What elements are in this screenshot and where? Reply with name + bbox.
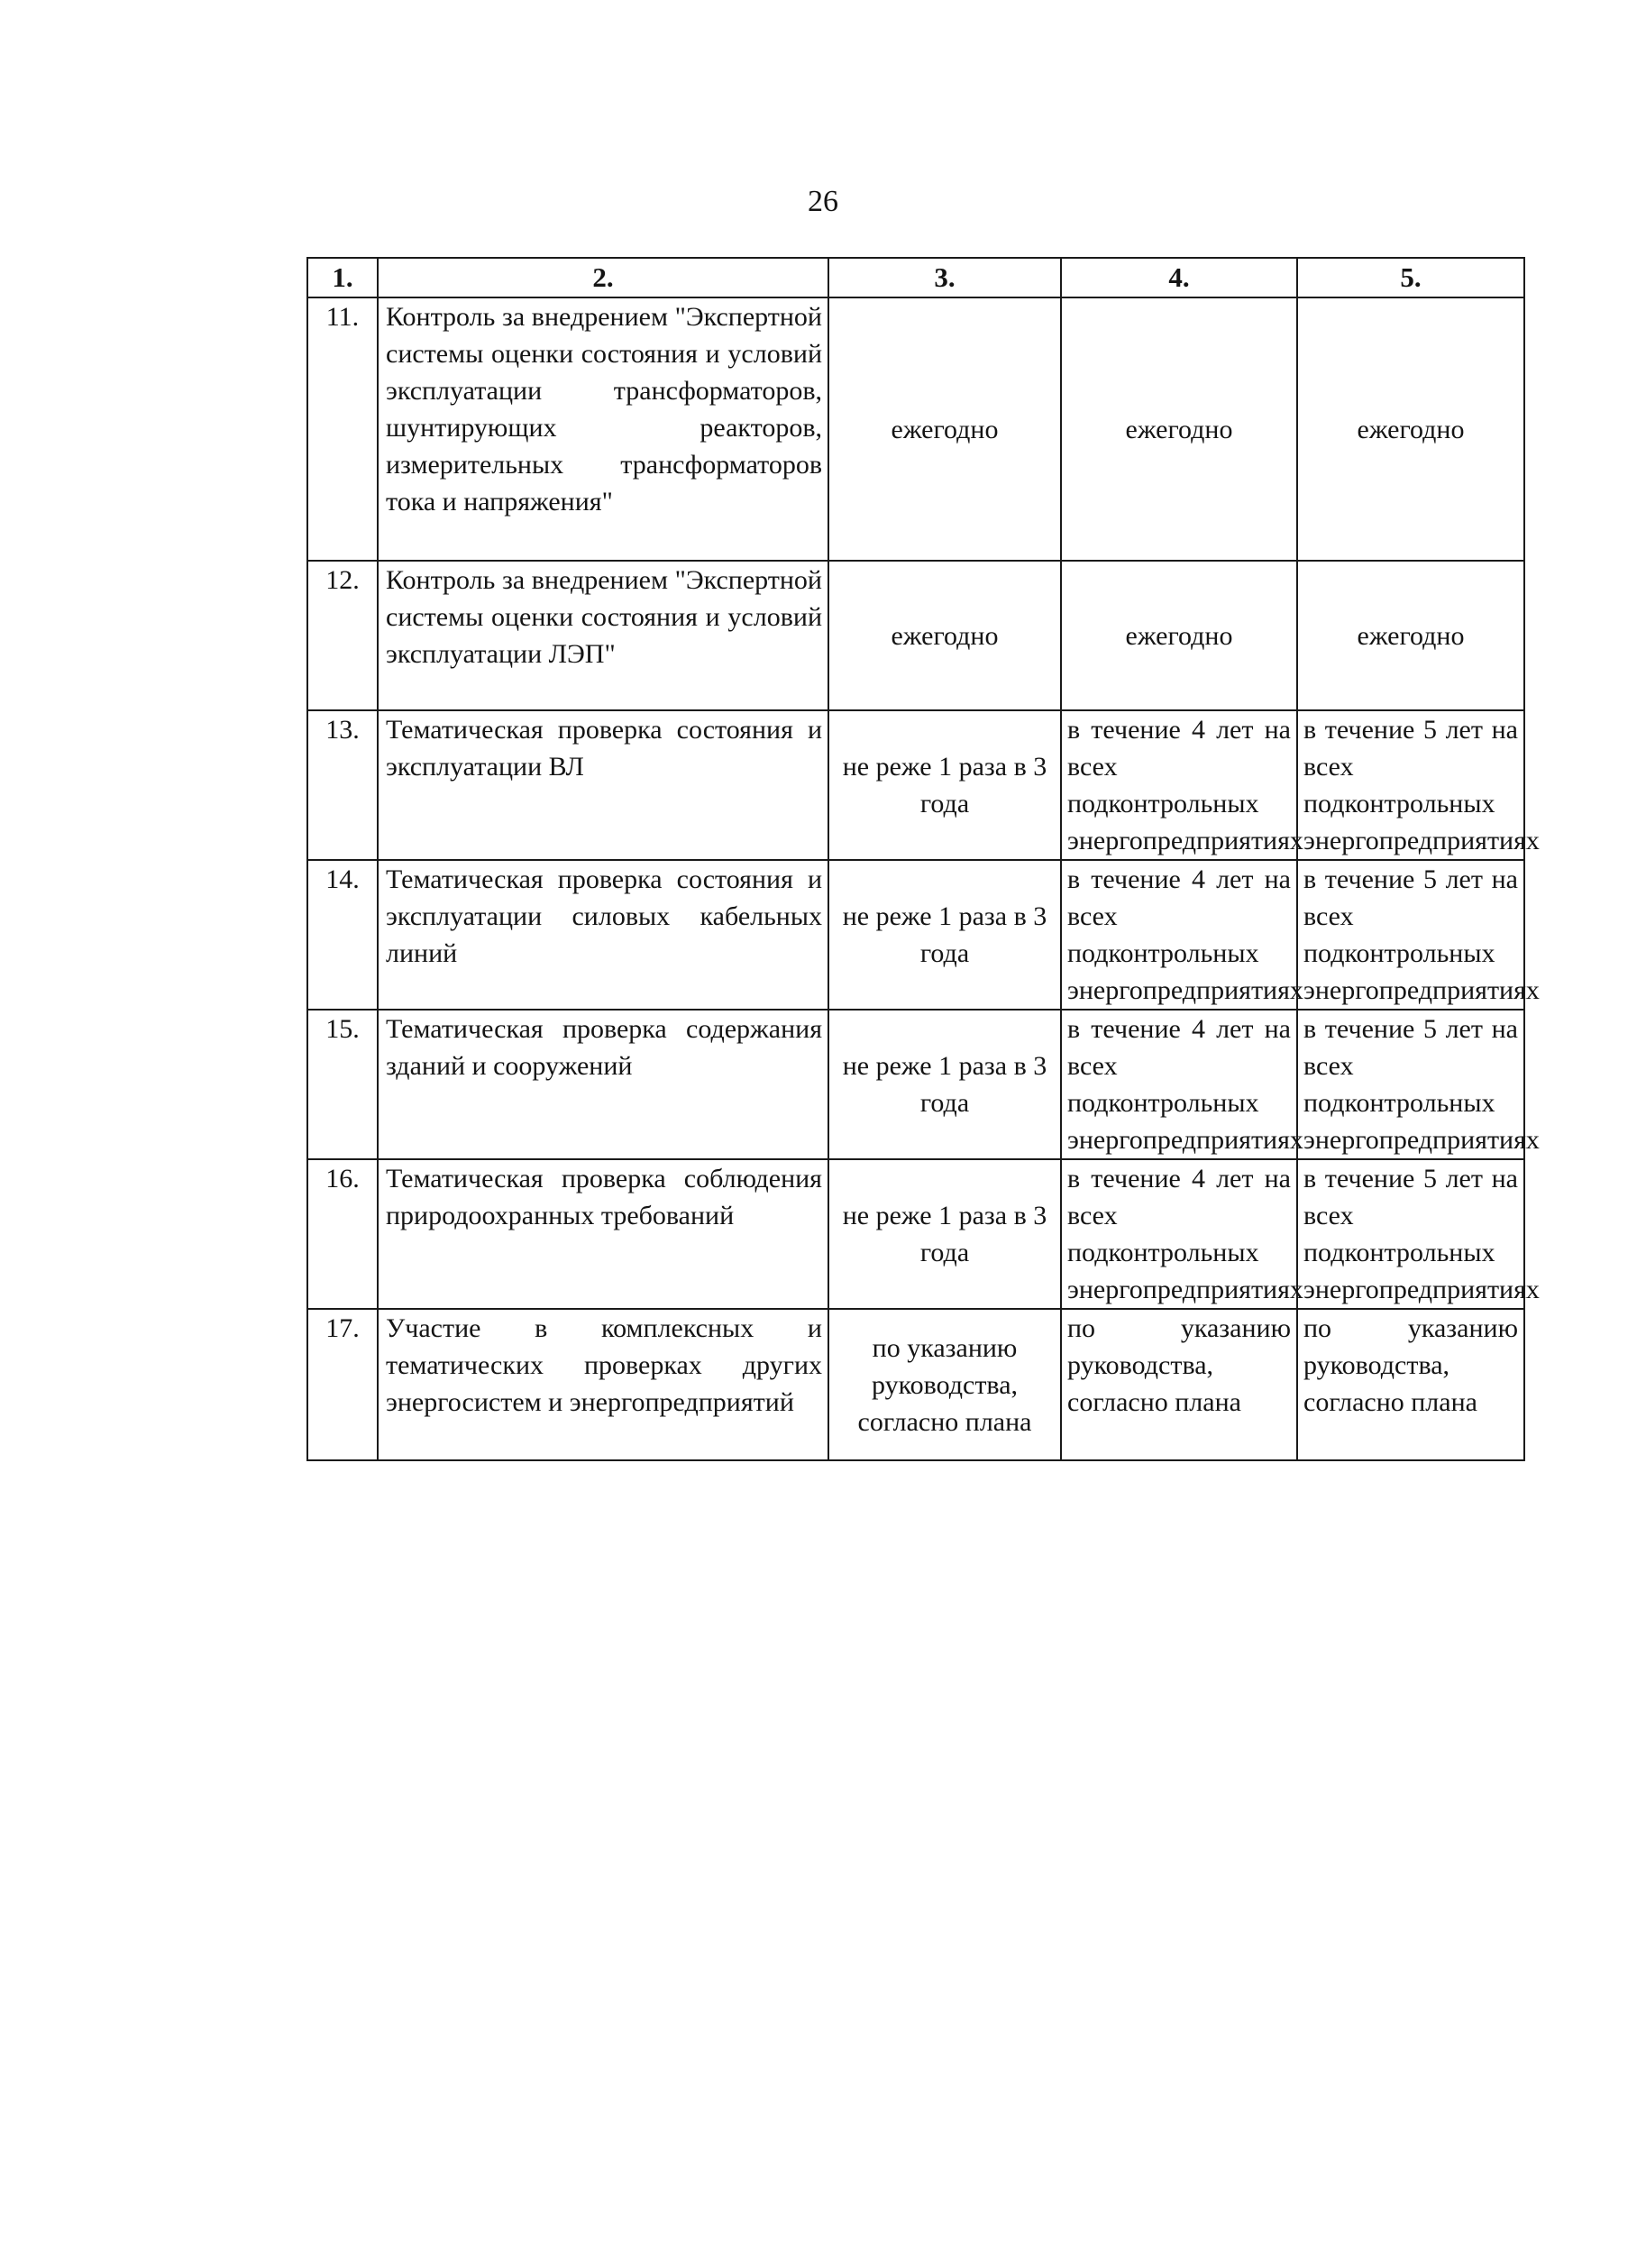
table-row <box>307 297 1524 561</box>
header-row <box>307 258 1524 297</box>
row-number: 16. <box>307 1159 378 1309</box>
row-periodicity: ежегодно <box>828 561 1061 710</box>
row-col-4: в течение 4 лет на всех подконтрольных энергопредприятиях <box>1061 1010 1297 1159</box>
row-description: Контроль за внедрением "Экспертной системы оценки состояния и условий эксплуатации ЛЭП" <box>378 561 828 710</box>
row-number: 14. <box>307 860 378 1010</box>
table-row <box>307 710 1524 860</box>
row-number: 17. <box>307 1309 378 1460</box>
table-row <box>307 860 1524 1010</box>
table-row <box>307 1309 1524 1460</box>
schedule-table <box>306 257 1540 1461</box>
page-number: 26 <box>808 185 838 218</box>
row-number: 15. <box>307 1010 378 1159</box>
header-col-3: 3. <box>828 258 1061 297</box>
header-col-1: 1. <box>307 258 378 297</box>
header-col-2: 2. <box>378 258 828 297</box>
row-col-4: по указанию руководства, согласно плана <box>1061 1309 1297 1460</box>
row-col-4: ежегодно <box>1061 561 1297 710</box>
row-periodicity: не реже 1 раза в 3 года <box>828 1159 1061 1309</box>
row-number: 13. <box>307 710 378 860</box>
table-row <box>307 1010 1524 1159</box>
row-col-5: в течение 5 лет на всех подконтрольных энергопредприятиях <box>1297 860 1524 1010</box>
row-description: Участие в комплексных и тематических проверках других энергосистем и энергопредприятий <box>378 1309 828 1460</box>
row-description: Тематическая проверка соблюдения природоохранных требований <box>378 1159 828 1309</box>
row-col-4: в течение 4 лет на всех подконтрольных энергопредприятиях <box>1061 1159 1297 1309</box>
row-number: 11. <box>307 297 378 561</box>
row-col-4: в течение 4 лет на всех подконтрольных энергопредприятиях <box>1061 860 1297 1010</box>
row-col-5: в течение 5 лет на всех подконтрольных энергопредприятиях <box>1297 710 1524 860</box>
row-col-5: в течение 5 лет на всех подконтрольных энергопредприятиях <box>1297 1010 1524 1159</box>
row-periodicity: не реже 1 раза в 3 года <box>828 1010 1061 1159</box>
row-number: 12. <box>307 561 378 710</box>
table-row <box>307 561 1524 710</box>
header-col-5: 5. <box>1297 258 1524 297</box>
table-row <box>307 1159 1524 1309</box>
row-col-5: по указанию руководства, согласно плана <box>1297 1309 1524 1460</box>
row-periodicity: ежегодно <box>828 297 1061 561</box>
row-col-5: в течение 5 лет на всех подконтрольных энергопредприятиях <box>1297 1159 1524 1309</box>
row-description: Тематическая проверка содержания зданий и сооружений <box>378 1010 828 1159</box>
row-col-5: ежегодно <box>1297 561 1524 710</box>
row-col-4: ежегодно <box>1061 297 1297 561</box>
schedule-table-container <box>306 257 1540 1461</box>
row-col-4: в течение 4 лет на всех подконтрольных энергопредприятиях <box>1061 710 1297 860</box>
row-description: Тематическая проверка состояния и эксплуатации ВЛ <box>378 710 828 860</box>
row-periodicity: по указанию руководства, согласно плана <box>828 1309 1061 1460</box>
row-periodicity: не реже 1 раза в 3 года <box>828 860 1061 1010</box>
header-col-4: 4. <box>1061 258 1297 297</box>
row-col-5: ежегодно <box>1297 297 1524 561</box>
row-description: Тематическая проверка состояния и эксплуатации силовых кабельных линий <box>378 860 828 1010</box>
row-periodicity: не реже 1 раза в 3 года <box>828 710 1061 860</box>
row-description: Контроль за внедрением "Экспертной системы оценки состояния и условий эксплуатации трансформаторов, шунтирующих реакторов, измерительных трансформаторов тока и напряжения" <box>378 297 828 561</box>
